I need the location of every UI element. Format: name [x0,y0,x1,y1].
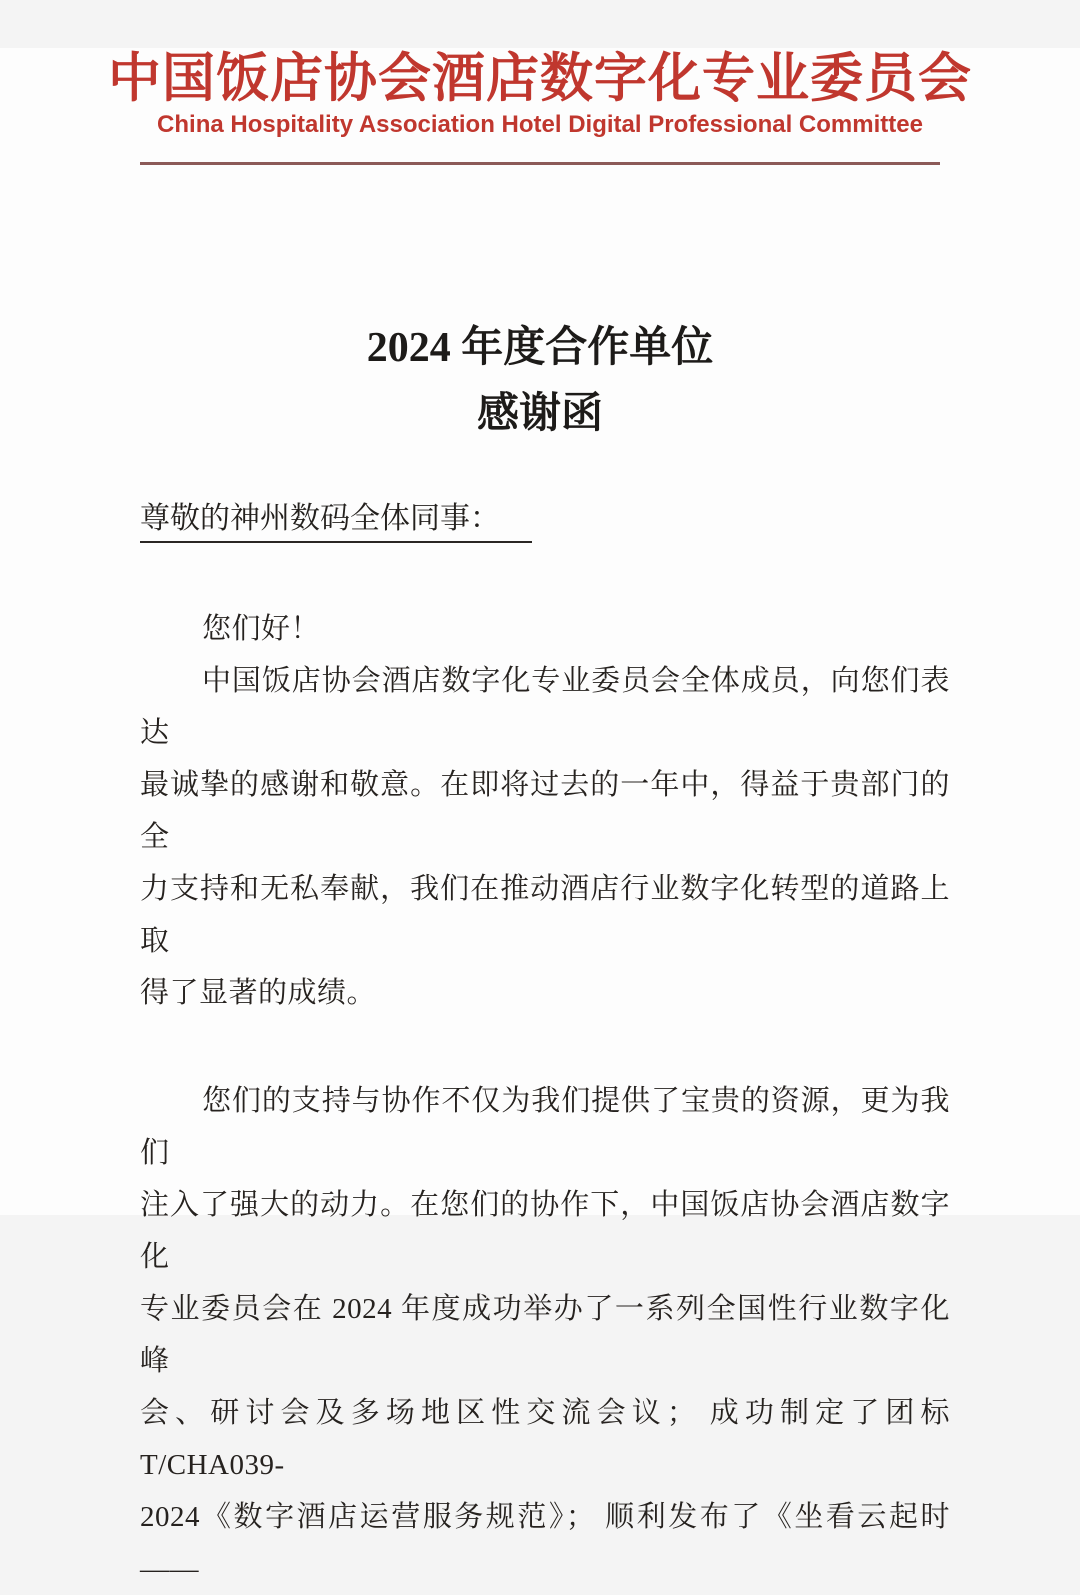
org-name-english: China Hospitality Association Hotel Digital Professional Committee [157,111,923,138]
body-line: 专业委员会在 2024 年度成功举办了一系列全国性行业数字化峰 [140,1293,950,1377]
body-line: 力支持和无私奉献，我们在推动酒店行业数字化转型的道路上取 [140,873,950,957]
letter-title [0,315,1080,447]
salutation [140,499,950,543]
letterhead [0,48,1080,165]
body-line: 会、研讨会及多场地区性交流会议； 成功制定了团标 T/CHA039- [140,1397,950,1481]
paragraph-1 [140,655,950,1019]
letter-title-line-1: 2024 年度合作单位 [366,325,714,371]
letter-body [140,603,950,1595]
body-line: 2024《数字酒店运营服务规范》； 顺利发布了《坐看云起时—— [140,1501,950,1585]
letterhead-divider [140,162,940,165]
body-line: 中国饭店协会酒店数字化专业委员会全体成员，向您们表达 [140,665,950,749]
body-line: 注入了强大的动力。在您们的协作下，中国饭店协会酒店数字化 [140,1189,950,1273]
body-line: 最诚挚的感谢和敬意。在即将过去的一年中，得益于贵部门的全 [140,769,950,853]
org-name-chinese: 中国饭店协会酒店数字化专业委员会 [108,50,972,108]
letter-page [0,48,1080,1585]
salutation-text: 尊敬的神州数码全体同事： [140,499,532,543]
paragraph-2 [140,1075,950,1595]
body-line: 您们的支持与协作不仅为我们提供了宝贵的资源，更为我们 [140,1085,950,1169]
letter-title-line-2: 感谢函 [476,391,603,437]
greeting-line: 您们好！ [202,613,321,645]
body-line: 得了显著的成绩。 [140,977,377,1009]
